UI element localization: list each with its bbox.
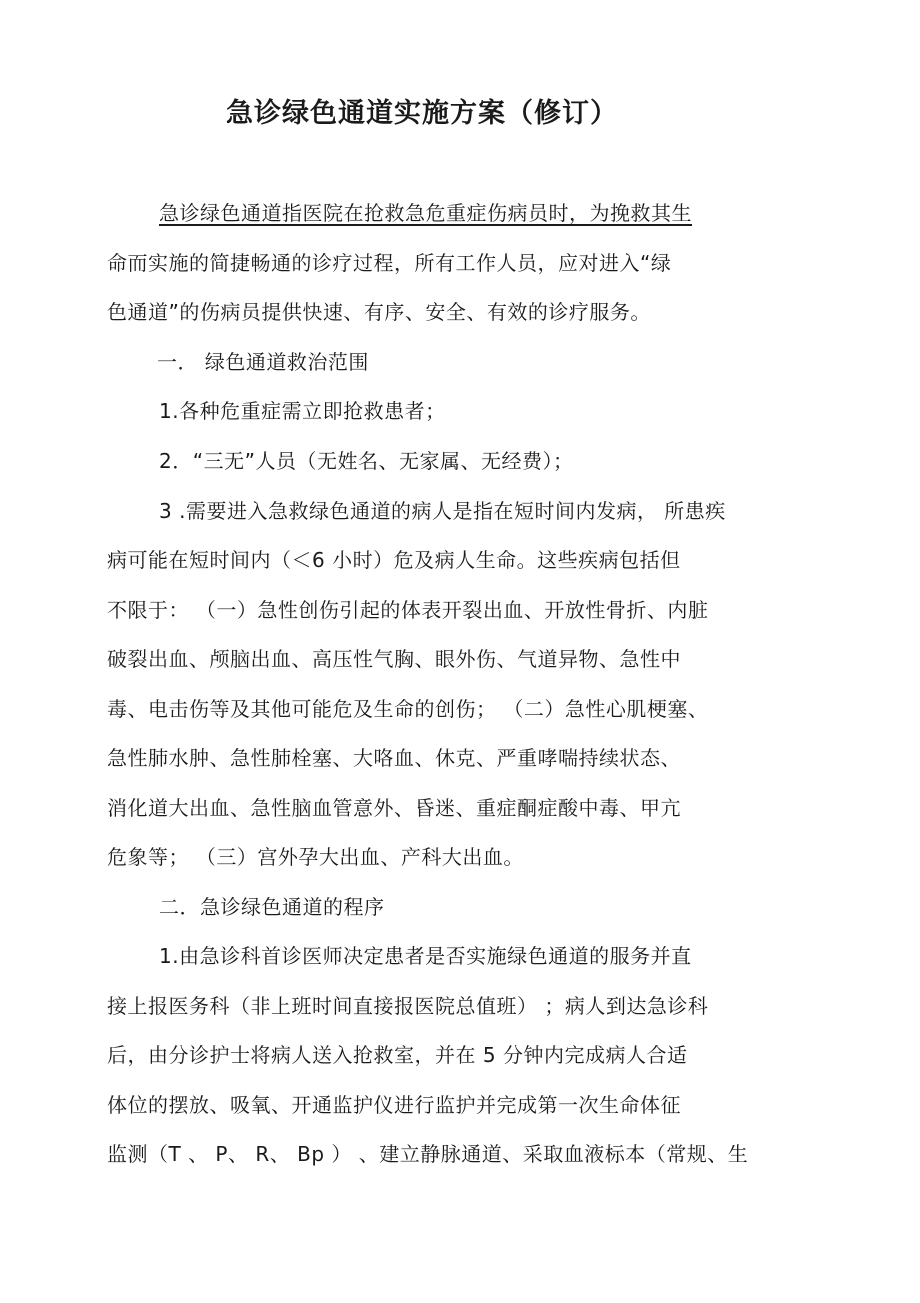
paragraph-line: 色通道”的伤病员提供快速、有序、安全、有效的诊疗服务。 xyxy=(107,300,651,324)
section-heading: 二．急诊绿色通道的程序 xyxy=(159,895,385,919)
paragraph-line: 危象等； （三）宫外孕大出血、产科大出血。 xyxy=(107,845,524,869)
section-heading: 一． 绿色通道救治范围 xyxy=(157,350,369,374)
list-item: 2．“三无”人员（无姓名、无家属、无经费）； xyxy=(159,449,574,473)
list-item: 3 .需要进入急救绿色通道的病人是指在短时间内发病， 所患疾 xyxy=(159,499,726,523)
paragraph-line: 监测（T 、 P、 R、 Bp ） 、建立静脉通道、采取血液标本（常规、生 xyxy=(107,1142,749,1166)
paragraph-line: 急性肺水肿、急性肺栓塞、大咯血、休克、严重哮喘持续状态、 xyxy=(107,746,681,770)
paragraph-line: 消化道大出血、急性脑血管意外、昏迷、重症酮症酸中毒、甲亢 xyxy=(107,796,681,820)
paragraph-line: 毒、电击伤等及其他可能危及生命的创伤； （二）急性心肌梗塞、 xyxy=(107,697,709,721)
document-title: 急诊绿色通道实施方案（修订） xyxy=(226,98,618,129)
paragraph-line: 体位的摆放、吸氧、开通监护仪进行监护并完成第一次生命体征 xyxy=(107,1093,681,1117)
paragraph-line: 命而实施的简捷畅通的诊疗过程，所有工作人员，应对进入“绿 xyxy=(107,251,672,275)
paragraph-line: 病可能在短时间内（＜6 小时）危及病人生命。这些疾病包括但 xyxy=(107,548,681,572)
paragraph-line: 急诊绿色通道指医院在抢救急危重症伤病员时，为挽救其生 xyxy=(159,201,692,225)
paragraph-line: 后，由分诊护士将病人送入抢救室，并在 5 分钟内完成病人合适 xyxy=(107,1043,688,1067)
list-item: 1.由急诊科首诊医师决定患者是否实施绿色通道的服务并直 xyxy=(159,944,692,968)
paragraph-line: 破裂出血、颅脑出血、高压性气胸、眼外伤、气道异物、急性中 xyxy=(107,647,681,671)
paragraph-line: 不限于： （一）急性创伤引起的体表开裂出血、开放性骨折、内脏 xyxy=(107,598,709,622)
list-item: 1.各种危重症需立即抢救患者； xyxy=(159,399,446,423)
paragraph-line: 接上报医务科（非上班时间直接报医院总值班） ；病人到达急诊科 xyxy=(107,994,709,1018)
